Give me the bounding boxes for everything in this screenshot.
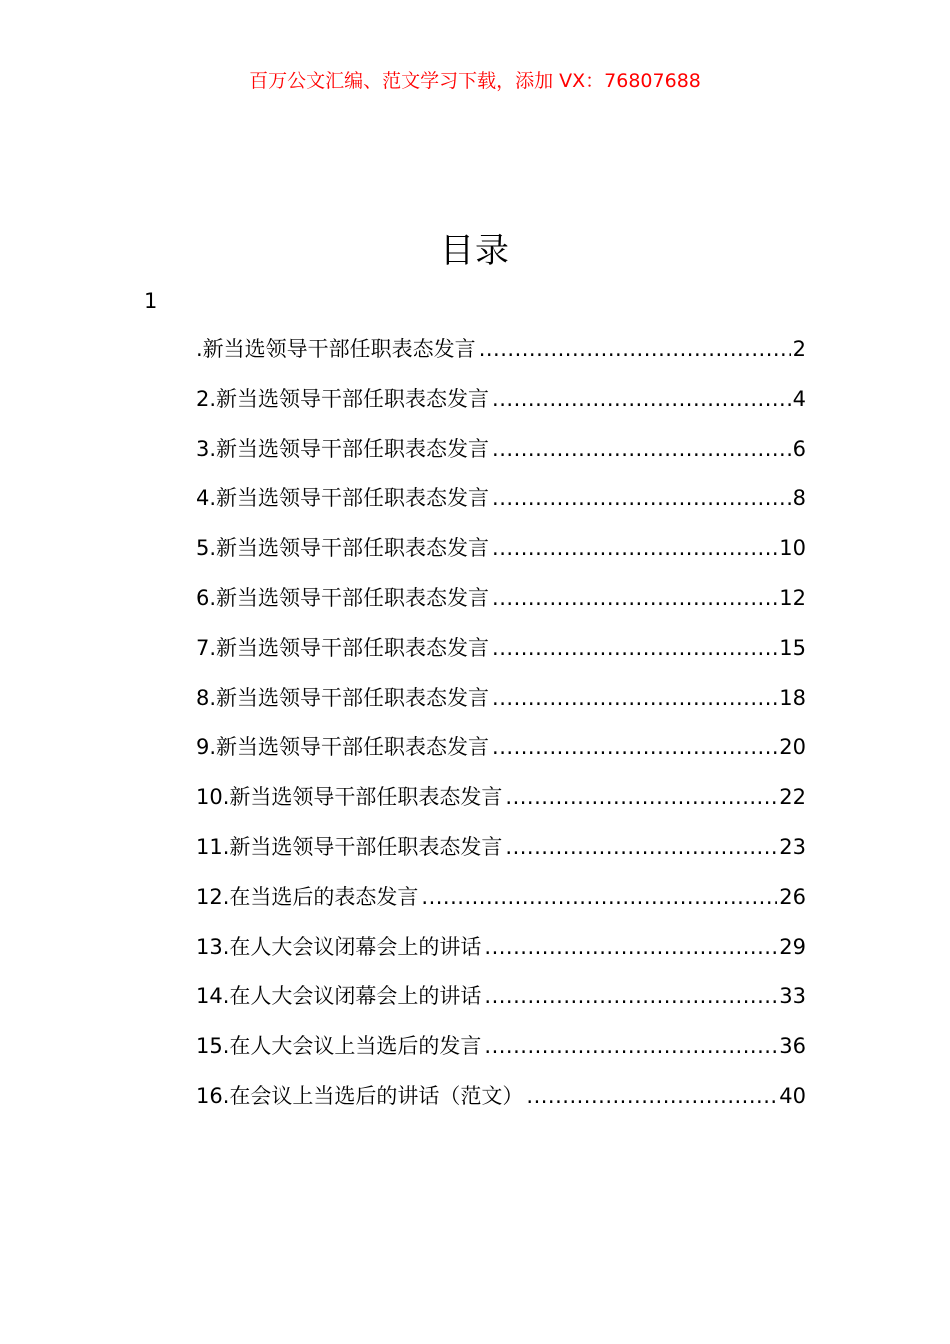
toc-dot-leader — [421, 881, 777, 913]
toc-entry-title: 9.新当选领导干部任职表态发言 — [196, 735, 490, 760]
toc-entry[interactable] — [196, 433, 806, 483]
toc-entry[interactable] — [196, 532, 806, 582]
toc-entry-title: 4.新当选领导干部任职表态发言 — [196, 486, 490, 511]
toc-entry-page-number: 4 — [792, 386, 806, 411]
toc-entry-page-number: 12 — [779, 585, 806, 610]
toc-entry-page-number: 15 — [779, 635, 806, 660]
toc-entry-page-number: 2 — [792, 337, 806, 361]
toc-entry-title: 11.新当选领导干部任职表态发言 — [196, 834, 503, 859]
toc-entry-title: 13.在人大会议闭幕会上的讲话 — [196, 934, 482, 959]
toc-dot-leader — [484, 1030, 777, 1062]
toc-dot-leader — [492, 731, 777, 763]
toc-entry-page-number: 23 — [779, 834, 806, 859]
toc-entry-title: 7.新当选领导干部任职表态发言 — [196, 635, 490, 660]
toc-dot-leader — [492, 482, 791, 514]
toc-entry-page-number: 33 — [779, 984, 806, 1009]
toc-entry[interactable] — [196, 582, 806, 632]
toc-entry[interactable] — [196, 831, 806, 881]
toc-entry[interactable] — [196, 1030, 806, 1080]
toc-entry-title: 3.新当选领导干部任职表态发言 — [196, 436, 490, 461]
toc-dot-leader — [492, 433, 791, 465]
toc-entry[interactable] — [196, 881, 806, 931]
toc-entry[interactable] — [196, 731, 806, 781]
toc-title: 目录 — [440, 231, 510, 271]
toc-entry-title: 12.在当选后的表态发言 — [196, 884, 419, 909]
toc-entry-page-number: 29 — [779, 934, 806, 959]
toc-entry-title: 2.新当选领导干部任职表态发言 — [196, 386, 490, 411]
toc-entry-page-number: 20 — [779, 735, 806, 760]
toc-entry-title: 16.在会议上当选后的讲话（范文） — [196, 1083, 524, 1108]
toc-entry[interactable] — [196, 931, 806, 981]
toc-entry-title: 8.新当选领导干部任职表态发言 — [196, 685, 490, 710]
toc-dot-leader — [492, 632, 777, 664]
toc-entry[interactable] — [196, 333, 806, 383]
toc-entry-page-number: 22 — [779, 785, 806, 810]
toc-entry-page-number: 6 — [792, 436, 806, 461]
toc-entry-title: 5.新当选领导干部任职表态发言 — [196, 536, 490, 561]
toc-dot-leader — [526, 1080, 777, 1112]
toc-entry[interactable] — [196, 980, 806, 1030]
toc-entry-title: .新当选领导干部任职表态发言 — [196, 337, 476, 361]
toc-entry-title: 15.在人大会议上当选后的发言 — [196, 1034, 482, 1059]
toc-list — [196, 333, 806, 1130]
toc-entry-page-number: 36 — [779, 1034, 806, 1059]
toc-entry[interactable] — [196, 781, 806, 831]
toc-dot-leader — [492, 582, 777, 614]
toc-entry[interactable] — [196, 1080, 806, 1130]
toc-dot-leader — [479, 333, 791, 365]
toc-entry[interactable] — [196, 383, 806, 433]
toc-entry-page-number: 10 — [779, 536, 806, 561]
header-watermark-note: 百万公文汇编、范文学习下载，添加 VX：76807688 — [249, 70, 701, 92]
toc-entry-title: 6.新当选领导干部任职表态发言 — [196, 585, 490, 610]
toc-dot-leader — [505, 781, 777, 813]
toc-entry-page-number: 40 — [779, 1083, 806, 1108]
toc-entry-page-number: 18 — [779, 685, 806, 710]
toc-entry-title: 14.在人大会议闭幕会上的讲话 — [196, 984, 482, 1009]
toc-dot-leader — [492, 383, 791, 415]
toc-dot-leader — [505, 831, 777, 863]
section-number: 1 — [144, 289, 158, 313]
toc-dot-leader — [492, 682, 777, 714]
toc-entry-page-number: 8 — [792, 486, 806, 511]
toc-entry[interactable] — [196, 632, 806, 682]
toc-dot-leader — [484, 980, 777, 1012]
toc-entry-title: 10.新当选领导干部任职表态发言 — [196, 785, 503, 810]
toc-dot-leader — [484, 931, 777, 963]
toc-entry-page-number: 26 — [779, 884, 806, 909]
toc-entry[interactable] — [196, 482, 806, 532]
toc-entry[interactable] — [196, 682, 806, 732]
toc-dot-leader — [492, 532, 777, 564]
